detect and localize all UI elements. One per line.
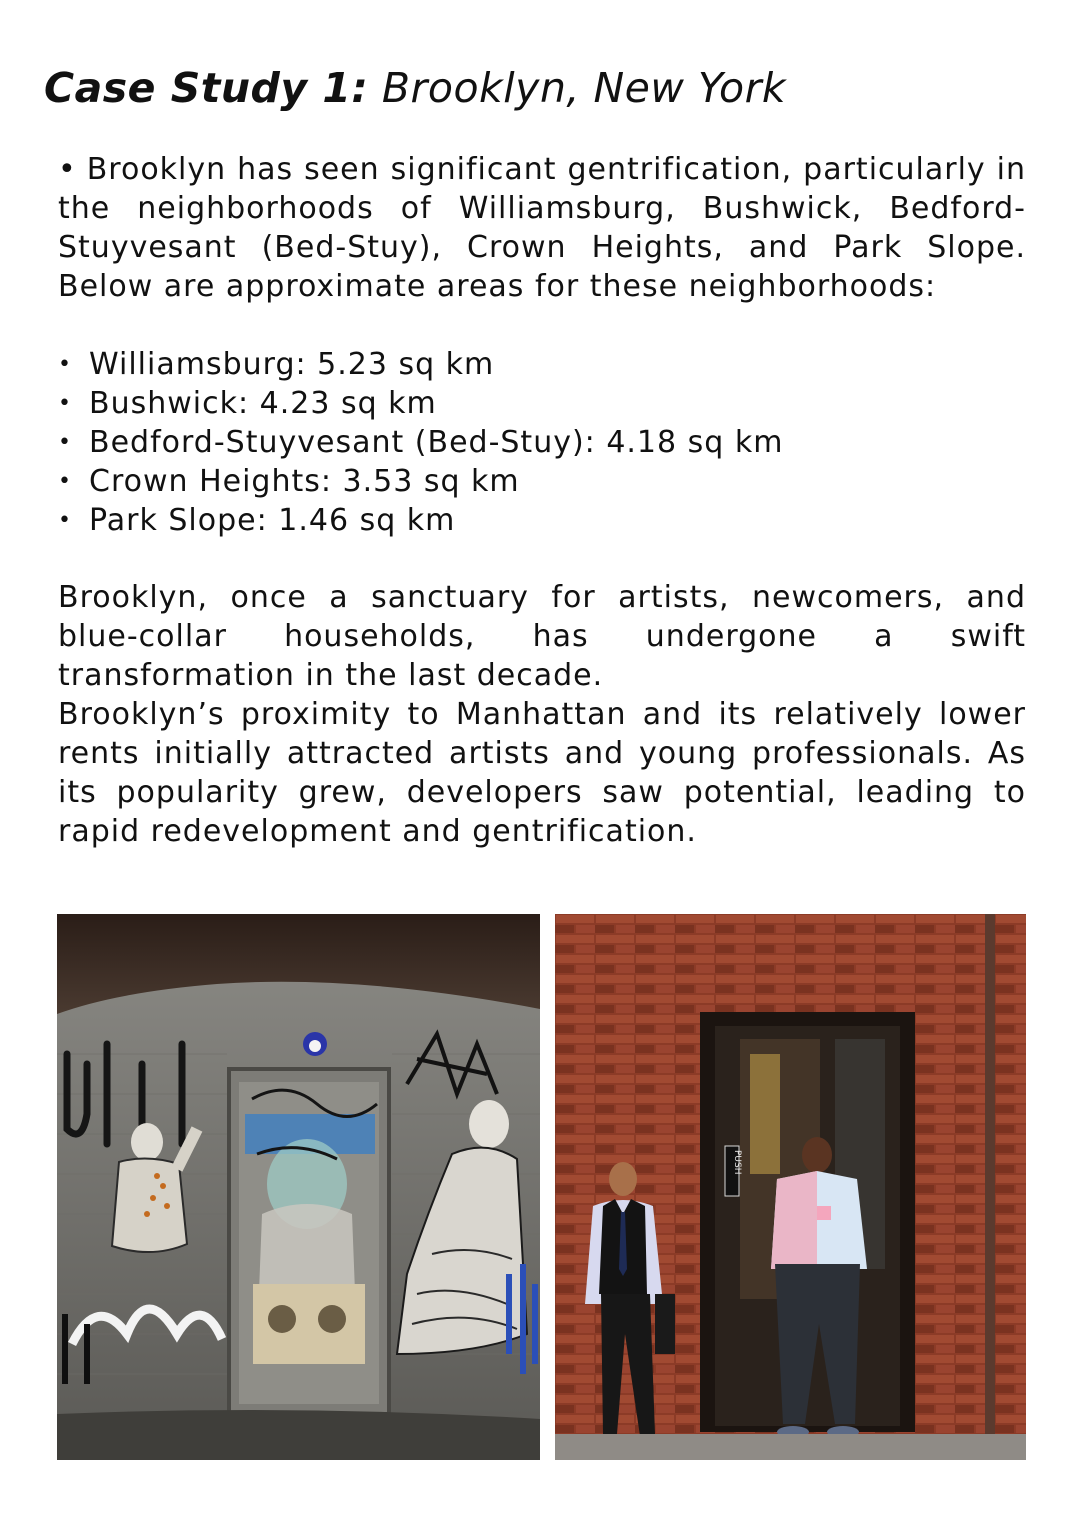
- push-sign: PUSH: [732, 1150, 742, 1175]
- list-item: • Bushwick: 4.23 sq km: [58, 384, 1026, 423]
- title-case-label: Case Study 1:: [44, 64, 369, 112]
- list-item: • Crown Heights: 3.53 sq km: [58, 462, 1026, 501]
- paragraph-transformation: Brooklyn, once a sanctuary for artists, newcomers, and blue-collar households, has undergone a swift transformation in the last decade.: [58, 580, 1026, 693]
- intro-paragraph: [58, 150, 1026, 306]
- page-title: [44, 64, 786, 112]
- list-item: • Williamsburg: 5.23 sq km: [58, 345, 1026, 384]
- intro-bullet: •: [58, 152, 77, 187]
- paragraph-proximity: Brooklyn’s proximity to Manhattan and its relatively lower rents initially attracted artists and young professionals. As its popularity grew, developers saw potential, leading to rapid redevelopment and gentrification.: [58, 697, 1026, 849]
- brick-doorway-illustration: [555, 914, 1026, 1460]
- title-location: Brooklyn, New York: [381, 64, 787, 112]
- graffiti-doorway-illustration: [57, 914, 540, 1460]
- list-item: • Bedford-Stuyvesant (Bed-Stuy): 4.18 sq km: [58, 423, 1026, 462]
- intro-text: Brooklyn has seen significant gentrification, particularly in the neighborhoods of Williamsburg, Bushwick, Bedford-Stuyvesant (Bed-Stuy), Crown Heights, and Park Slope. Below are approximate areas for these neighborhoods:: [58, 152, 1026, 304]
- graffiti-doorway-photo: [57, 914, 540, 1460]
- brick-doorway-photo: [555, 914, 1026, 1460]
- list-item: • Park Slope: 1.46 sq km: [58, 501, 1026, 540]
- neighborhood-area-list: [58, 345, 1026, 540]
